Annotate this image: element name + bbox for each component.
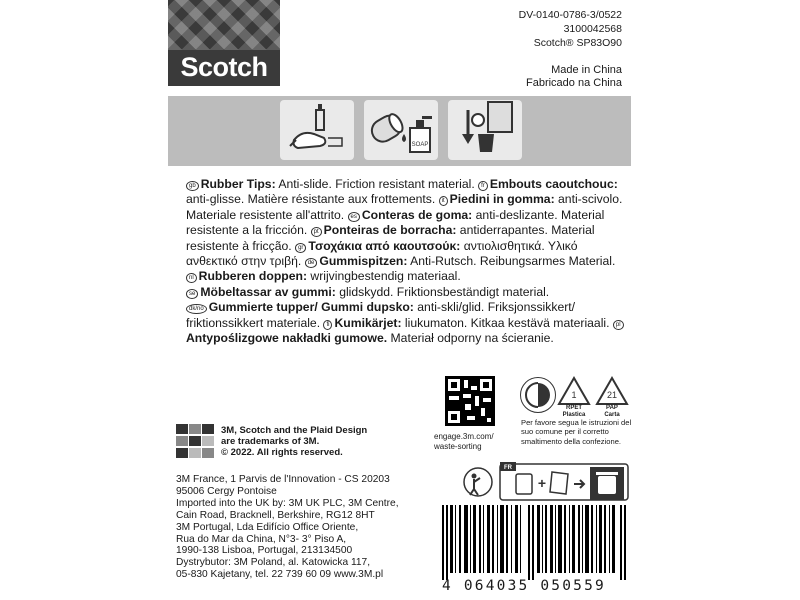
- clean-surface-icon: [280, 100, 354, 160]
- plaid-pattern: [168, 0, 280, 50]
- qr-code: [445, 376, 495, 426]
- distributor-addresses: [176, 474, 426, 581]
- trademark-notice: 3M, Scotch and the Plaid Design are trademarks of 3M. © 2022. All rights reserved.: [221, 425, 368, 458]
- code-line-2: 3100042568: [563, 23, 622, 35]
- lang-badge: dk/no: [186, 304, 207, 314]
- green-dot-icon: [520, 377, 556, 413]
- logo-text: Scotch: [180, 52, 268, 82]
- address-line: 05-830 Kajetany, tel. 22 739 60 09 www.3M.pl: [176, 569, 384, 581]
- address-line: Imported into the UK by: 3M UK PLC, 3M Centre,: [176, 497, 399, 509]
- product-codes: [519, 8, 622, 90]
- svg-text:+: +: [537, 475, 547, 491]
- lang-badge: gb: [186, 181, 199, 191]
- desc-de: de Gummispitzen: Anti-Rutsch. Reibungsarmes Material.: [305, 254, 616, 268]
- attach-tip-icon: [448, 100, 522, 160]
- tri1-number: 1: [571, 390, 577, 400]
- lang-badge: it: [439, 196, 448, 206]
- address-line: Cain Road, Bracknell, Berkshire, RG12 8HT: [176, 509, 375, 521]
- made-in: [519, 64, 622, 90]
- fr-badge: FR: [504, 465, 512, 471]
- lang-badge: fr: [478, 181, 488, 191]
- address-line: 3M France, 1 Parvis de l'Innovation - CS 20203: [176, 474, 390, 485]
- desc-fr: fr Embouts caoutchouc: anti-glisse. Matière résistante aux frottements.: [186, 177, 618, 207]
- desc-pt: pt Ponteiras de borracha: antiderrapantes. Material resistente à fricção.: [186, 223, 595, 253]
- desc-dk-no: dk/no Gummierte tupper/ Gummi dupsko: anti-skli/glid. Friksjonssikkert/ friktionssikkert materiale.: [186, 300, 576, 330]
- made-in-portuguese: Fabricado na China: [525, 77, 622, 89]
- made-in-english: Made in China: [551, 64, 622, 76]
- rpet-recycle-icon: [557, 376, 591, 406]
- instruction-band: [168, 96, 631, 166]
- address-line: Dystrybutor: 3M Poland, al. Katowicka 117,: [176, 557, 371, 569]
- tri2-number: 21: [606, 390, 618, 400]
- desc-nl: nl Rubberen doppen: wrijvingbestendig materiaal.: [186, 269, 461, 283]
- soap-tube-icon: [364, 100, 438, 160]
- address-line: Rua do Mar da China, N°3- 3° Piso A,: [176, 533, 347, 545]
- soap-label: SOAP: [411, 142, 429, 148]
- address-line: 1990-138 Lisboa, Portugal, 213134500: [176, 545, 353, 557]
- barcode-number: 4 064035 050559: [442, 578, 606, 594]
- desc-se: se Möbeltassar av gummi: glidskydd. Friktionsbeständigt material.: [186, 285, 549, 299]
- triman-sorting-info: [460, 462, 630, 502]
- address-line: 95006 Cergy Pontoise: [176, 485, 277, 497]
- address-line: 3M Portugal, Lda Edifício Office Oriente,: [176, 521, 359, 533]
- lang-badge: se: [186, 289, 198, 299]
- multilingual-description: [186, 177, 626, 346]
- engage-link: engage.3m.com/ waste-sorting: [434, 432, 494, 451]
- lang-badge: nl: [186, 273, 197, 283]
- tri1-label: RPET Plastica: [562, 405, 586, 418]
- ean-barcode: [436, 505, 633, 580]
- plaid-design-icon: [176, 424, 214, 458]
- lang-badge: es: [348, 212, 360, 222]
- scotch-logo: [168, 0, 280, 86]
- desc-it: it Piedini in gomma: anti-scivolo. Materiale resistente all'attrito.: [186, 192, 623, 222]
- lang-badge: pt: [311, 227, 322, 237]
- lang-badge: de: [305, 258, 318, 268]
- disposal-note: Per favore segua le istruzioni del suo comune per il corretto smaltimento della confezione.: [521, 418, 632, 446]
- lang-badge: pl: [613, 320, 624, 330]
- desc-fi: fi Kumikärjet: liukumaton. Kitkaa kestävä materiaali.: [323, 316, 612, 330]
- desc-gr: gr Τσοχάκια από καουτσούκ: αντιολισθητικά. Υλικό ανθεκτικό στην τριβή.: [186, 238, 578, 269]
- lang-badge: gr: [295, 243, 306, 253]
- desc-gb: gb Rubber Tips: Anti-slide. Friction resistant material.: [186, 177, 478, 191]
- code-line-3: Scotch® SP83O90: [533, 37, 622, 49]
- pap-recycle-icon: [595, 376, 629, 406]
- desc-pl: plAntypoślizgowe nakładki gumowe. Materiał odporny na ścieranie.: [186, 316, 626, 345]
- desc-es: es Conteras de goma: anti-deslizante. Material resistente a la fricción.: [186, 207, 605, 238]
- code-line-1: DV-0140-0786-3/0522: [518, 9, 622, 21]
- lang-badge: fi: [323, 320, 332, 330]
- tri2-label: PAP Carta: [604, 405, 620, 418]
